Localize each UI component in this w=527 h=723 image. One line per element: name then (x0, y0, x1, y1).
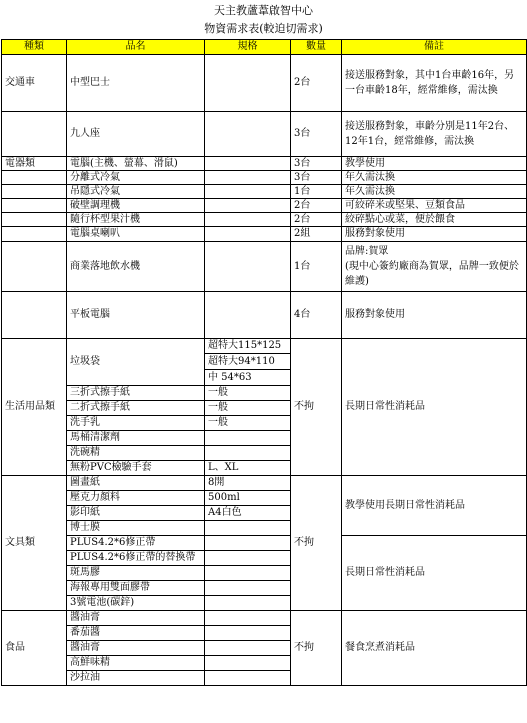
spec-cell (205, 112, 291, 157)
spec-cell (205, 185, 291, 199)
qty-cell: 2組 (291, 227, 342, 242)
item-cell: 圖畫紙 (67, 476, 205, 491)
spec-cell (205, 227, 291, 242)
item-cell: 商業落地飲水機 (67, 242, 205, 292)
item-cell: 二折式擦手紙 (67, 401, 205, 416)
column-header-spec: 規格 (205, 40, 291, 55)
spec-cell (205, 292, 291, 339)
spec-cell (205, 596, 291, 611)
spec-cell (205, 242, 291, 292)
spec-cell (205, 157, 291, 171)
qty-cell: 4台 (291, 292, 342, 339)
note-cell: 絞碎點心或菜，便於餵食 (342, 213, 527, 227)
table-row (2, 339, 527, 354)
item-cell: 九人座 (67, 112, 205, 157)
item-cell: PLUS4.2*6修正帶 (67, 536, 205, 551)
note-cell: 品牌:賀眾 (現中心簽約廠商為賀眾，品牌一致便於維護) (342, 242, 527, 292)
item-cell: 無粉PVC檢驗手套 (67, 461, 205, 476)
table-row (2, 171, 527, 185)
note-cell: 年久需汰換 (342, 171, 527, 185)
spec-cell (205, 199, 291, 213)
qty-cell: 3台 (291, 171, 342, 185)
category-cell (2, 242, 67, 292)
note-cell: 年久需汰換 (342, 185, 527, 199)
table-row (2, 611, 527, 626)
qty-cell: 1台 (291, 185, 342, 199)
spec-cell: A4白色 (205, 506, 291, 521)
category-cell (2, 213, 67, 227)
qty-cell: 3台 (291, 157, 342, 171)
spec-cell: 超特大115*125 (205, 339, 291, 354)
item-cell: 隨行杯型果汁機 (67, 213, 205, 227)
spec-cell (205, 671, 291, 686)
item-cell: 電腦桌喇叭 (67, 227, 205, 242)
item-cell: 分離式冷氣 (67, 171, 205, 185)
note-cell: 長期日常性消耗品 (342, 536, 527, 611)
qty-cell: 2台 (291, 213, 342, 227)
spec-cell: 一般 (205, 386, 291, 401)
spec-cell (205, 581, 291, 596)
qty-cell: 不拘 (291, 339, 342, 476)
category-cell (2, 227, 67, 242)
category-cell (2, 292, 67, 339)
category-cell: 食品 (2, 611, 67, 686)
qty-cell: 不拘 (291, 476, 342, 611)
column-header-category: 種類 (2, 40, 67, 55)
table-header-row (2, 40, 527, 55)
item-cell: 醬油膏 (67, 641, 205, 656)
spec-cell (205, 551, 291, 566)
item-cell: 壓克力顏料 (67, 491, 205, 506)
item-cell: PLUS4.2*6修正帶的替換帶 (67, 551, 205, 566)
spec-cell: L、XL (205, 461, 291, 476)
spec-cell (205, 521, 291, 536)
item-cell: 醬油膏 (67, 611, 205, 626)
item-cell: 影印紙 (67, 506, 205, 521)
note-cell: 可絞碎米或堅果、豆類食品 (342, 199, 527, 213)
spec-cell (205, 446, 291, 461)
spec-cell: 中 54*63 (205, 370, 291, 386)
table-row (2, 213, 527, 227)
item-cell: 博士膜 (67, 521, 205, 536)
spec-cell (205, 611, 291, 626)
item-cell: 斑馬膠 (67, 566, 205, 581)
table-row (2, 157, 527, 171)
item-cell: 馬桶清潔劑 (67, 431, 205, 446)
note-cell: 服務對象使用 (342, 227, 527, 242)
org-title: 天主教蘆葦啟智中心 (214, 4, 313, 17)
qty-cell: 3台 (291, 112, 342, 157)
category-cell (2, 185, 67, 199)
category-cell: 電器類 (2, 157, 67, 171)
spec-cell (205, 431, 291, 446)
table-row (2, 185, 527, 199)
column-header-qty: 數量 (291, 40, 342, 55)
item-cell: 3號電池(碳鋅) (67, 596, 205, 611)
spec-cell (205, 536, 291, 551)
spec-cell: 一般 (205, 401, 291, 416)
item-cell: 平板電腦 (67, 292, 205, 339)
table-row (2, 476, 527, 491)
category-cell (2, 171, 67, 185)
item-cell: 高鮮味精 (67, 656, 205, 671)
item-cell: 番茄醬 (67, 626, 205, 641)
category-cell (2, 199, 67, 213)
table-row (2, 199, 527, 213)
note-cell: 服務對象使用 (342, 292, 527, 339)
spec-cell: 一般 (205, 416, 291, 431)
item-cell: 垃圾袋 (67, 339, 205, 386)
item-cell: 吊隱式冷氣 (67, 185, 205, 199)
table-row (2, 227, 527, 242)
table-row (2, 536, 527, 551)
item-cell: 海報專用雙面膠帶 (67, 581, 205, 596)
spec-cell (205, 566, 291, 581)
note-cell: 教學使用長期日常性消耗品 (342, 476, 527, 536)
table-row (2, 112, 527, 157)
table-row (2, 292, 527, 339)
item-cell: 三折式擦手紙 (67, 386, 205, 401)
note-cell: 長期日常性消耗品 (342, 339, 527, 476)
spec-cell: 8開 (205, 476, 291, 491)
note-cell: 接送服務對象，其中1台車齡16年，另一台車齡18年，經常維修，需汰換 (342, 55, 527, 112)
category-cell: 文具類 (2, 476, 67, 611)
note-cell: 教學使用 (342, 157, 527, 171)
spec-cell (205, 626, 291, 641)
item-cell: 洗手乳 (67, 416, 205, 431)
item-cell: 電腦(主機、螢幕、滑鼠) (67, 157, 205, 171)
category-cell: 交通車 (2, 55, 67, 112)
supplies-table (1, 39, 527, 686)
spec-cell (205, 656, 291, 671)
spec-cell: 500ml (205, 491, 291, 506)
form-title: 物資需求表(較迫切需求) (204, 22, 323, 35)
item-cell: 中型巴士 (67, 55, 205, 112)
qty-cell: 不拘 (291, 611, 342, 686)
spec-cell (205, 171, 291, 185)
table-row (2, 242, 527, 292)
qty-cell: 2台 (291, 199, 342, 213)
category-cell (2, 112, 67, 157)
column-header-item: 品名 (67, 40, 205, 55)
spec-cell (205, 55, 291, 112)
column-header-note: 備註 (342, 40, 527, 55)
qty-cell: 2台 (291, 55, 342, 112)
spec-cell: 超特大94*110 (205, 354, 291, 370)
note-cell: 接送服務對象，車齡分別是11年2台、12年1台，經常維修，需汰換 (342, 112, 527, 157)
item-cell: 沙拉油 (67, 671, 205, 686)
table-row (2, 55, 527, 112)
category-cell: 生活用品類 (2, 339, 67, 476)
qty-cell: 1台 (291, 242, 342, 292)
note-cell: 餐食烹煮消耗品 (342, 611, 527, 686)
item-cell: 洗碗精 (67, 446, 205, 461)
item-cell: 破壁調理機 (67, 199, 205, 213)
spec-cell (205, 641, 291, 656)
spec-cell (205, 213, 291, 227)
